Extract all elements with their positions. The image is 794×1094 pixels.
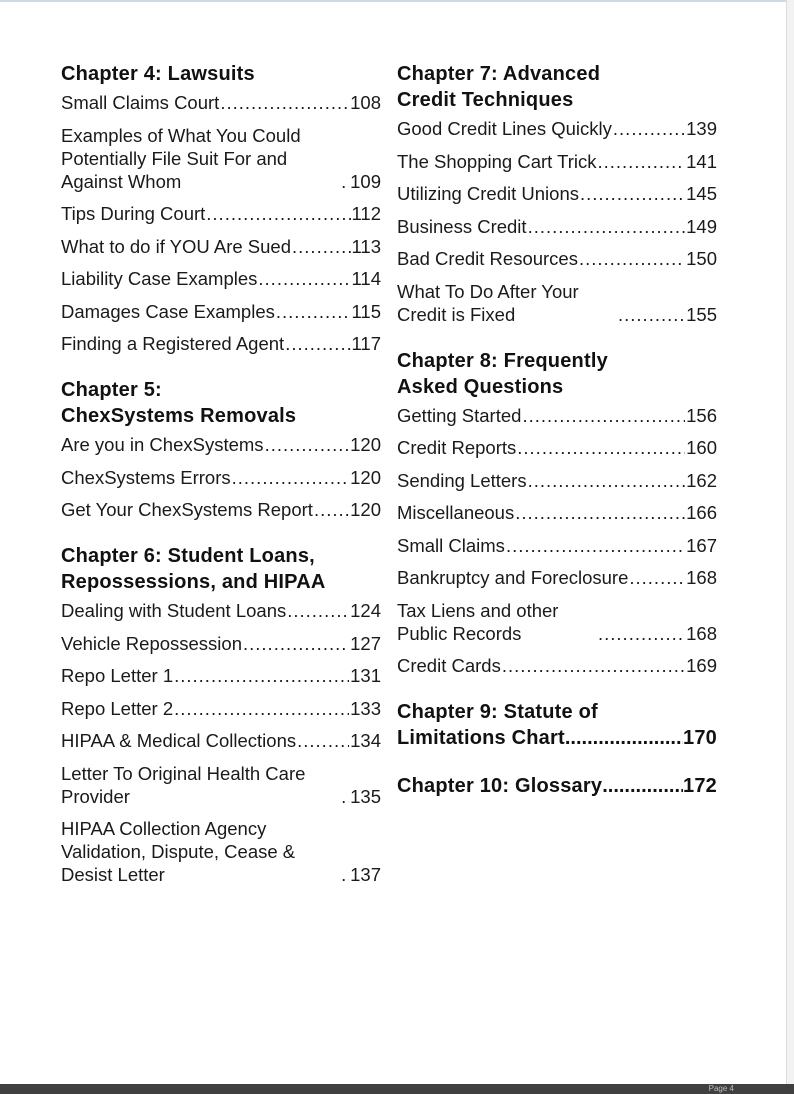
toc-entry[interactable] bbox=[61, 91, 381, 114]
chapter-7-title-line2: Credit Techniques bbox=[397, 89, 574, 111]
dot-leader bbox=[506, 534, 685, 557]
toc-entry[interactable] bbox=[397, 501, 717, 524]
toc-entry[interactable] bbox=[61, 729, 381, 752]
toc-entry-title: Finding a Registered Agent bbox=[61, 333, 285, 354]
toc-entry-page: 169 bbox=[686, 655, 717, 676]
toc-entry-title: Credit Reports bbox=[397, 437, 517, 458]
toc-entry-title: Business Credit bbox=[397, 215, 527, 237]
toc-entry[interactable] bbox=[397, 404, 717, 427]
chapter-9-title bbox=[397, 699, 717, 751]
chapter-10-page: 172 bbox=[683, 775, 717, 797]
dot-leader bbox=[206, 202, 350, 225]
toc-entry[interactable] bbox=[61, 632, 381, 655]
toc-entry[interactable] bbox=[397, 117, 717, 140]
toc-entry-page: 131 bbox=[350, 665, 381, 686]
toc-entry[interactable] bbox=[61, 762, 381, 808]
toc-entry-title: Tips During Court bbox=[61, 203, 206, 224]
chapter-9-title-line1: Chapter 9: Statute of bbox=[397, 701, 598, 723]
toc-entry[interactable] bbox=[61, 235, 381, 258]
toc-entry-title: Getting Started bbox=[397, 404, 522, 426]
toc-entry-title: Credit Cards bbox=[397, 655, 501, 676]
chapter-5-title-line2: ChexSystems Removals bbox=[61, 405, 297, 427]
toc-entry[interactable] bbox=[61, 300, 381, 323]
toc-entry-title: Good Credit Lines Quickly bbox=[397, 118, 612, 139]
chapter-6 bbox=[61, 543, 381, 886]
dot-leader bbox=[597, 150, 685, 173]
toc-entry-page: 113 bbox=[351, 235, 381, 257]
page-edge bbox=[786, 0, 794, 1094]
dot-leader bbox=[341, 170, 349, 193]
chapter-7-title-line1: Chapter 7: Advanced bbox=[397, 63, 601, 85]
toc-entry-title: Bankruptcy and Foreclosure bbox=[397, 567, 629, 588]
dot-leader bbox=[243, 632, 349, 655]
toc-entry-title: Bad Credit Resources bbox=[397, 248, 578, 269]
dot-leader bbox=[258, 267, 350, 290]
dot-leader bbox=[579, 247, 685, 270]
dot-leader bbox=[528, 469, 686, 492]
toc-entry-page: 133 bbox=[350, 697, 381, 719]
toc-entry-title: Dealing with Student Loans bbox=[61, 600, 287, 621]
chapter-4-title: Chapter 4: Lawsuits bbox=[61, 63, 255, 85]
toc-entry-title: Liability Case Examples bbox=[61, 268, 258, 289]
dot-leader bbox=[629, 566, 685, 589]
toc-entry-page: 168 bbox=[686, 567, 717, 588]
dot-leader bbox=[515, 501, 685, 524]
dot-leader bbox=[613, 117, 685, 140]
toc-entry-title: HIPAA & Medical Collections bbox=[61, 730, 297, 751]
chapter-5-title bbox=[61, 377, 381, 429]
toc-entry-title: Small Claims Court bbox=[61, 92, 220, 113]
dot-leader bbox=[220, 91, 349, 114]
chapter-8-title-line1: Chapter 8: Frequently bbox=[397, 349, 608, 372]
dot-leader bbox=[287, 599, 349, 622]
toc-entry-page: 141 bbox=[686, 150, 717, 172]
dot-leader bbox=[297, 729, 349, 752]
dot-leader bbox=[517, 436, 685, 459]
toc-entry-title: Examples of What You Could Potentially File Suit For and Against Whom bbox=[61, 124, 301, 192]
toc-entry-title: Sending Letters bbox=[397, 469, 527, 491]
dot-leader bbox=[341, 785, 349, 808]
dot-leader bbox=[502, 654, 685, 677]
bottom-toolbar bbox=[0, 1084, 794, 1094]
toc-entry[interactable] bbox=[61, 817, 381, 886]
chapter-5 bbox=[61, 377, 381, 521]
toc-entry-page: 156 bbox=[686, 404, 717, 426]
dot-leader bbox=[580, 182, 685, 205]
dot-leader bbox=[285, 332, 350, 355]
toc-entry-title: ChexSystems Errors bbox=[61, 466, 231, 488]
toc-entry-page: 120 bbox=[350, 499, 381, 520]
dot-leader bbox=[618, 303, 685, 326]
toc-entry-page: 150 bbox=[686, 248, 717, 269]
toc-entry[interactable] bbox=[397, 150, 717, 173]
toc-entry-page: 120 bbox=[350, 466, 381, 488]
toc-entry[interactable] bbox=[61, 332, 381, 355]
toc-entry[interactable] bbox=[397, 215, 717, 238]
toc-entry-page: 124 bbox=[350, 600, 381, 621]
toc-entry-page: 160 bbox=[686, 437, 717, 458]
dot-leader bbox=[341, 863, 349, 886]
toc-entry-page: 162 bbox=[686, 469, 717, 491]
toc-entry-page: 167 bbox=[686, 534, 717, 556]
toc-entry-title: Miscellaneous bbox=[397, 502, 515, 523]
toc-entry-page: 127 bbox=[350, 632, 381, 654]
chapter-9-title-line2: Limitations Chart bbox=[397, 727, 565, 749]
chapter-5-title-line1: Chapter 5: bbox=[61, 379, 162, 401]
dot-leader bbox=[602, 773, 683, 799]
chapter-10-title: Chapter 10: Glossary bbox=[397, 775, 603, 797]
toc-entry-page: 139 bbox=[686, 118, 717, 139]
toc-entry[interactable] bbox=[397, 247, 717, 270]
dot-leader bbox=[598, 622, 685, 645]
dot-leader bbox=[265, 433, 350, 456]
page-label: Page 4 bbox=[708, 1084, 734, 1093]
toc-entry-page: 145 bbox=[686, 183, 717, 204]
toc-entry-page: 137 bbox=[350, 864, 381, 885]
toc-entry-page: 149 bbox=[686, 215, 717, 237]
toc-entry-page: 120 bbox=[350, 434, 381, 455]
toc-entry[interactable] bbox=[61, 466, 381, 489]
toc-entry[interactable] bbox=[397, 534, 717, 557]
toc-entry[interactable] bbox=[397, 599, 717, 645]
toc-entry-title: Damages Case Examples bbox=[61, 300, 275, 322]
chapter-6-title-line1: Chapter 6: Student Loans, bbox=[61, 545, 315, 567]
toc-entry[interactable] bbox=[61, 267, 381, 290]
toc-entry-page: 155 bbox=[686, 303, 717, 325]
toc-right-column bbox=[397, 61, 717, 821]
chapter-9[interactable] bbox=[397, 699, 717, 751]
toc-entry-title: Repo Letter 2 bbox=[61, 697, 174, 719]
dot-leader bbox=[292, 235, 350, 258]
dot-leader bbox=[232, 466, 350, 489]
toc-entry[interactable] bbox=[397, 436, 717, 459]
chapter-8 bbox=[397, 348, 717, 678]
toc-entry[interactable] bbox=[61, 202, 381, 225]
toc-entry-title: Are you in ChexSystems bbox=[61, 434, 264, 455]
dot-leader bbox=[174, 697, 349, 720]
toc-entry[interactable] bbox=[397, 469, 717, 492]
toc-entry-page: 109 bbox=[350, 170, 381, 192]
toc-entry-page: 135 bbox=[350, 785, 381, 807]
chapter-8-title bbox=[397, 348, 717, 400]
toc-entry-page: 114 bbox=[351, 268, 381, 289]
dot-leader bbox=[528, 215, 686, 238]
dot-leader bbox=[314, 498, 349, 521]
toc-entry-page: 115 bbox=[351, 300, 381, 322]
chapter-8-title-line2: Asked Questions bbox=[397, 375, 564, 398]
toc-entry[interactable] bbox=[61, 498, 381, 521]
toc-entry-page: 168 bbox=[686, 622, 717, 644]
chapter-6-title bbox=[61, 543, 381, 595]
chapter-7-title bbox=[397, 61, 717, 113]
toc-entry-page: 134 bbox=[350, 730, 381, 751]
toc-entry[interactable] bbox=[61, 599, 381, 622]
dot-leader bbox=[174, 664, 349, 687]
toc-entry-title: Vehicle Repossession bbox=[61, 632, 242, 654]
chapter-10[interactable] bbox=[397, 773, 717, 799]
dot-leader bbox=[276, 300, 351, 323]
toc-entry[interactable] bbox=[61, 124, 381, 193]
toc-entry-page: 108 bbox=[350, 92, 381, 113]
chapter-6-title-line2: Repossessions, and HIPAA bbox=[61, 571, 326, 593]
toc-entry-title: HIPAA Collection Agency Validation, Dispute, Cease & Desist Letter bbox=[61, 818, 296, 885]
toc-entry-page: 166 bbox=[686, 502, 717, 523]
toc-entry-title: The Shopping Cart Trick bbox=[397, 150, 597, 172]
toc-entry[interactable] bbox=[61, 697, 381, 720]
toc-entry-title: Letter To Original Health Care Provider bbox=[61, 762, 306, 807]
toc-left-column bbox=[61, 61, 381, 908]
chapter-7 bbox=[397, 61, 717, 326]
toc-entry-title: Utilizing Credit Unions bbox=[397, 183, 579, 204]
toc-entry[interactable] bbox=[397, 566, 717, 589]
toc-entry-page: 112 bbox=[351, 203, 381, 224]
toc-entry[interactable] bbox=[61, 433, 381, 456]
toc-entry[interactable] bbox=[397, 182, 717, 205]
chapter-4 bbox=[61, 61, 381, 355]
dot-leader bbox=[565, 725, 683, 751]
toc-entry-title: Repo Letter 1 bbox=[61, 665, 174, 686]
toc-entry-title: Tax Liens and other Public Records bbox=[397, 599, 559, 644]
toc-entry[interactable] bbox=[397, 280, 717, 326]
toc-entry-title: What to do if YOU Are Sued bbox=[61, 235, 292, 257]
chapter-10-title-row bbox=[397, 773, 717, 799]
dot-leader bbox=[522, 404, 685, 427]
toc-entry-page: 117 bbox=[351, 333, 381, 354]
top-rule bbox=[0, 0, 794, 2]
toc-entry-title: Get Your ChexSystems Report bbox=[61, 499, 313, 520]
toc-entry-title: Small Claims bbox=[397, 534, 505, 556]
chapter-9-page: 170 bbox=[683, 727, 717, 749]
toc-entry[interactable] bbox=[61, 664, 381, 687]
toc-entry-title: What To Do After Your Credit is Fixed bbox=[397, 280, 579, 325]
toc-entry[interactable] bbox=[397, 654, 717, 677]
